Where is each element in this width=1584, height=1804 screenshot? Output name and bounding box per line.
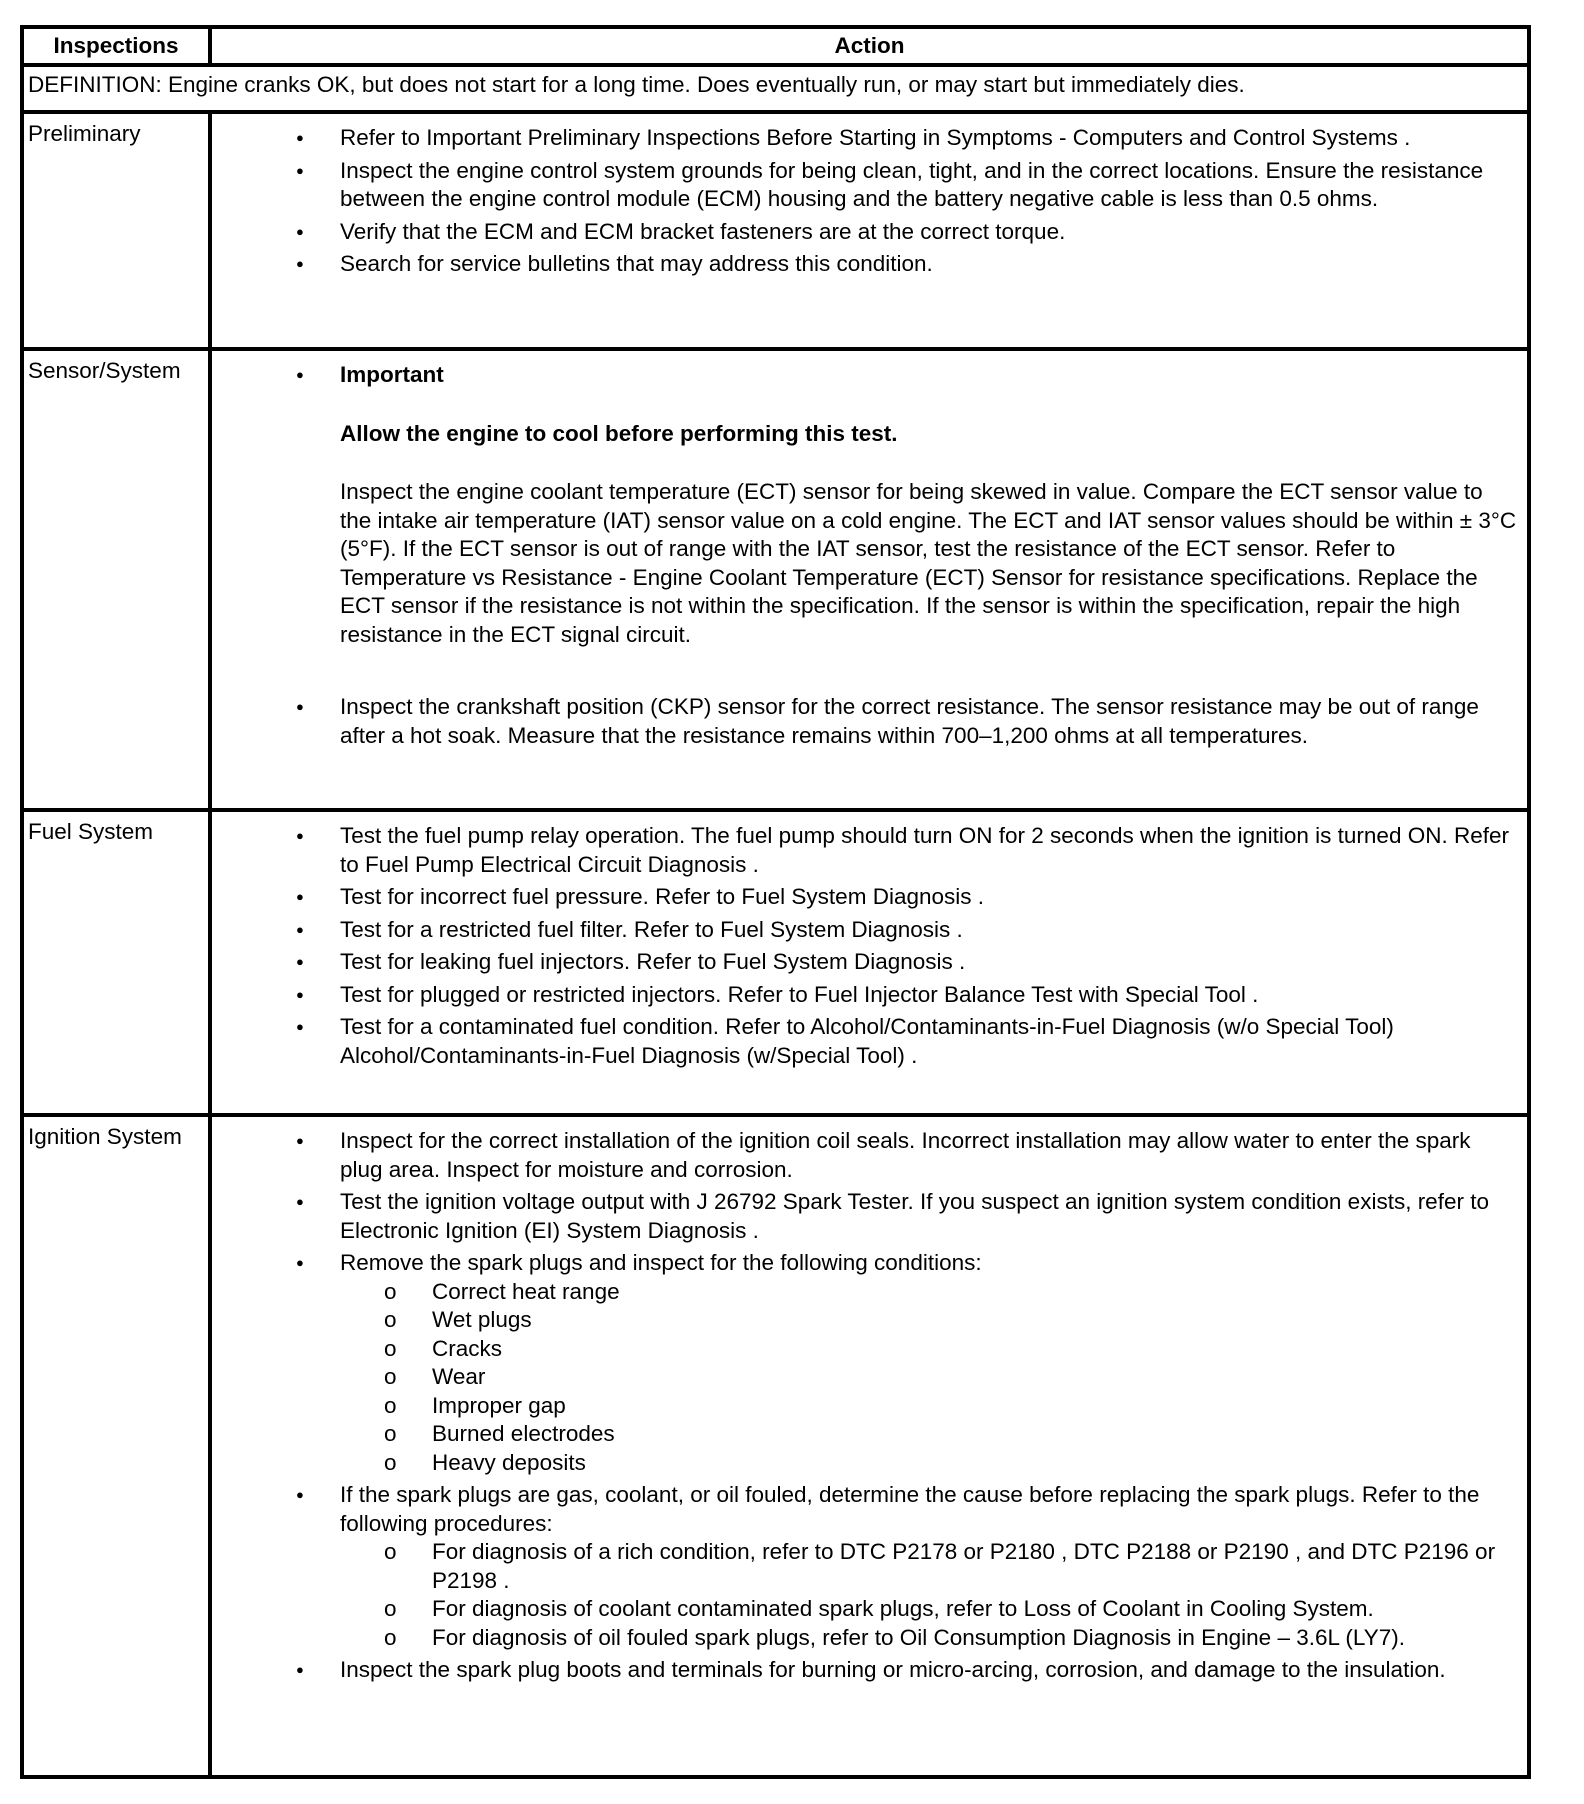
list-item: ● Refer to Important Preliminary Inspections Before Starting in Symptoms - Computers and Control Systems . bbox=[212, 124, 1519, 153]
table-row-ignition bbox=[22, 1115, 1529, 1777]
list-item bbox=[212, 361, 1519, 649]
inspections-table bbox=[20, 25, 1531, 1779]
list-item: ● Inspect the crankshaft position (CKP) sensor for the correct resistance. The sensor resistance may be out of range after a hot soak. Measure that the resistance remains within 700–1,200 ohms at all temperatures. bbox=[212, 693, 1519, 750]
header-inspections: Inspections bbox=[22, 27, 210, 65]
conditions-list bbox=[340, 1278, 1519, 1478]
list-item: ● Test the fuel pump relay operation. The fuel pump should turn ON for 2 seconds when the ignition is turned ON. Refer to Fuel Pump Electrical Circuit Diagnosis . bbox=[212, 822, 1519, 879]
definition-text: DEFINITION: Engine cranks OK, but does not start for a long time. Does eventually run, or may start but immediately dies. bbox=[22, 65, 1529, 112]
sub-item: o Wear bbox=[212, 1363, 1519, 1392]
list-item-text: Remove the spark plugs and inspect for the following conditions: bbox=[340, 1250, 982, 1275]
action-list bbox=[212, 124, 1519, 279]
action-list bbox=[212, 1127, 1519, 1685]
header-action: Action bbox=[210, 27, 1529, 65]
sub-item: o Improper gap bbox=[212, 1392, 1519, 1421]
list-item bbox=[212, 1249, 1519, 1477]
table-row-preliminary bbox=[22, 112, 1529, 349]
row-label: Sensor/System bbox=[22, 349, 210, 810]
sub-item: o Correct heat range bbox=[212, 1278, 1519, 1307]
important-label: ● Important bbox=[340, 362, 444, 387]
sub-item: o For diagnosis of a rich condition, refer to DTC P2178 or P2180 , DTC P2188 or P2190 , and DTC P2196 or P2198 . bbox=[212, 1538, 1519, 1595]
list-item: ● Inspect the engine control system grounds for being clean, tight, and in the correct locations. Ensure the resistance between the engine control module (ECM) housing and the battery negative cable is less than 0.5 ohms. bbox=[212, 157, 1519, 214]
list-item: ● Verify that the ECM and ECM bracket fasteners are at the correct torque. bbox=[212, 218, 1519, 247]
table-row-fuel bbox=[22, 810, 1529, 1115]
sub-item: o Wet plugs bbox=[212, 1306, 1519, 1335]
list-item: ● Inspect the spark plug boots and terminals for burning or micro-arcing, corrosion, and damage to the insulation. bbox=[212, 1656, 1519, 1685]
sub-item: o For diagnosis of oil fouled spark plugs, refer to Oil Consumption Diagnosis in Engine – 3.6L (LY7). bbox=[212, 1624, 1519, 1653]
list-item: ● Test for plugged or restricted injectors. Refer to Fuel Injector Balance Test with Special Tool . bbox=[212, 981, 1519, 1010]
table-row-sensor bbox=[22, 349, 1529, 810]
row-label: Ignition System bbox=[22, 1115, 210, 1777]
sub-item: o Burned electrodes bbox=[212, 1420, 1519, 1449]
list-item: ● Test for a restricted fuel filter. Refer to Fuel System Diagnosis . bbox=[212, 916, 1519, 945]
action-list bbox=[212, 361, 1519, 750]
caution-text: Allow the engine to cool before performing this test. bbox=[340, 420, 898, 446]
sub-item: o For diagnosis of coolant contaminated spark plugs, refer to Loss of Coolant in Cooling System. bbox=[212, 1595, 1519, 1624]
list-item: ● Test for a contaminated fuel condition. Refer to Alcohol/Contaminants-in-Fuel Diagnosis (w/o Special Tool) Alcohol/Contaminants-in-Fuel Diagnosis (w/Special Tool) . bbox=[212, 1013, 1519, 1070]
list-item: ● Test the ignition voltage output with J 26792 Spark Tester. If you suspect an ignition system condition exists, refer to Electronic Ignition (EI) System Diagnosis . bbox=[212, 1188, 1519, 1245]
ect-text: Inspect the engine coolant temperature (ECT) sensor for being skewed in value. Compare the ECT sensor value to the intake air temperature (IAT) sensor value on a cold engine. The ECT and IAT sensor values should be within ± 3°C (5°F). If the ECT sensor is out of range with the IAT sensor, test the resistance of the ECT sensor. Refer to Temperature vs Resistance - Engine Coolant Temperature (ECT) Sensor for resistance specifications. Replace the ECT sensor if the resistance is not within the specification. If the sensor is within the specification, repair the high resistance in the ECT signal circuit. bbox=[340, 479, 1517, 647]
sub-item: o Cracks bbox=[212, 1335, 1519, 1364]
list-item-text: If the spark plugs are gas, coolant, or oil fouled, determine the cause before replacing the spark plugs. Refer to the following procedures: bbox=[340, 1482, 1480, 1536]
definition-row bbox=[22, 65, 1529, 112]
sub-item: o Heavy deposits bbox=[212, 1449, 1519, 1478]
list-item: ● Test for incorrect fuel pressure. Refer to Fuel System Diagnosis . bbox=[212, 883, 1519, 912]
procedures-list bbox=[340, 1538, 1519, 1652]
list-item: ● Test for leaking fuel injectors. Refer to Fuel System Diagnosis . bbox=[212, 948, 1519, 977]
list-item: ● Inspect for the correct installation of the ignition coil seals. Incorrect installation may allow water to enter the spark plug area. Inspect for moisture and corrosion. bbox=[212, 1127, 1519, 1184]
action-list bbox=[212, 822, 1519, 1070]
list-item: ● Search for service bulletins that may address this condition. bbox=[212, 250, 1519, 279]
row-label: Preliminary bbox=[22, 112, 210, 349]
row-label: Fuel System bbox=[22, 810, 210, 1115]
header-row bbox=[22, 27, 1529, 65]
list-item bbox=[212, 1481, 1519, 1652]
